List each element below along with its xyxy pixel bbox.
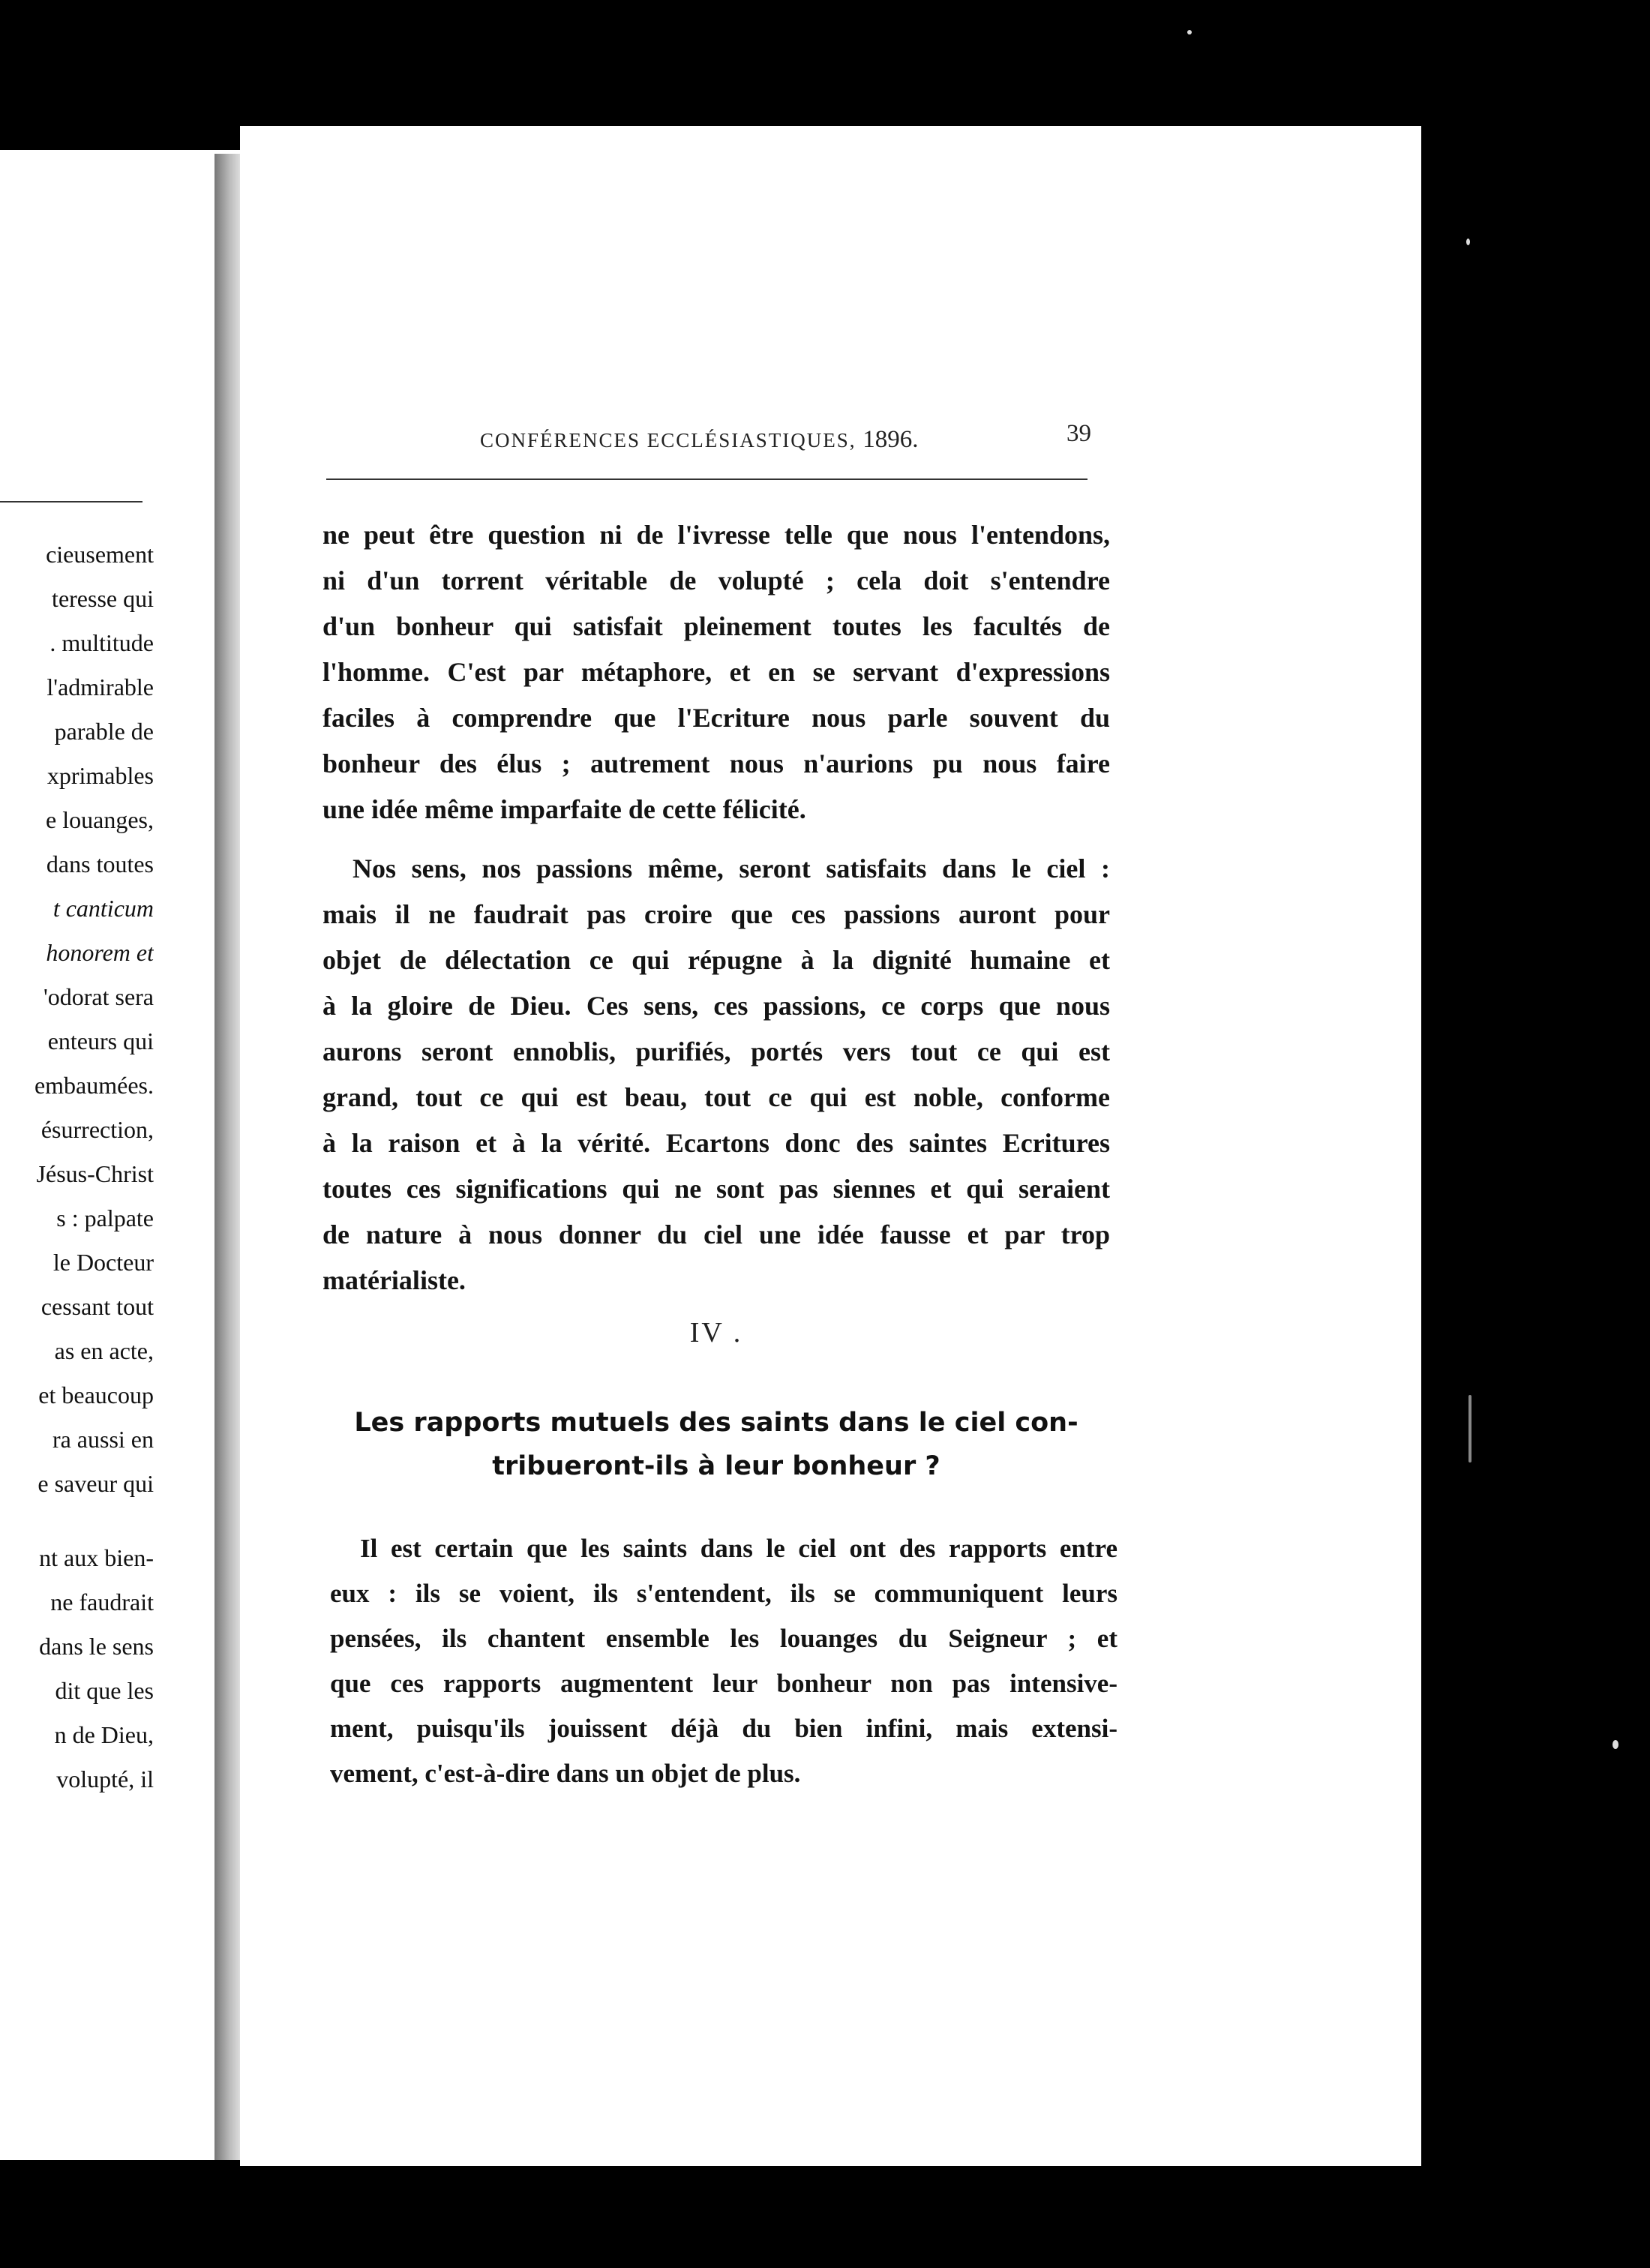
- left-line: e saveur qui: [38, 1470, 154, 1497]
- left-line: l'admirable: [46, 674, 154, 700]
- paragraph-2: [322, 846, 1110, 1304]
- left-line: volupté, il: [56, 1766, 154, 1792]
- left-line: honorem et: [46, 939, 154, 966]
- section-number: IV .: [689, 1317, 743, 1348]
- left-line: n de Dieu,: [54, 1721, 154, 1748]
- left-line: dans le sens: [39, 1633, 154, 1660]
- left-line: ra aussi en: [52, 1426, 154, 1453]
- left-line: . multitude: [50, 629, 154, 656]
- text-line: d'un bonheur qui satisfait pleinement toutes les facultés de: [322, 611, 1110, 641]
- running-title: [480, 426, 919, 454]
- left-line: as en acte,: [54, 1337, 154, 1364]
- dust-speck: [1466, 238, 1470, 245]
- text-line: mais il ne faudrait pas croire que ces passions auront pour: [322, 899, 1110, 929]
- text-line: aurons seront ennoblis, purifiés, portés vers tout ce qui est: [322, 1036, 1110, 1066]
- text-line: une idée même imparfaite de cette félicité.: [322, 794, 806, 824]
- left-line: teresse qui: [52, 585, 154, 612]
- dust-speck: [1187, 30, 1192, 34]
- section-heading: [322, 1401, 1110, 1488]
- text-line: grand, tout ce qui est beau, tout ce qui est noble, conforme: [322, 1082, 1110, 1112]
- paragraph-1: [322, 512, 1110, 832]
- left-line: nt aux bien-: [39, 1544, 154, 1571]
- left-line: parable de: [54, 718, 154, 745]
- left-line: enteurs qui: [47, 1028, 154, 1054]
- left-line: ne faudrait: [50, 1588, 154, 1616]
- left-line: t canticum: [52, 895, 154, 922]
- left-line: et beaucoup: [38, 1382, 154, 1408]
- left-line: le Docteur: [52, 1249, 154, 1276]
- text-line: à la gloire de Dieu. Ces sens, ces passions, ce corps que nous: [322, 991, 1110, 1021]
- body-text: [322, 512, 1110, 1304]
- text-line: à la raison et à la vérité. Ecartons donc des saintes Ecritures: [322, 1128, 1110, 1158]
- text-line: eux : ils se voient, ils s'entendent, ils se communiquent leurs: [330, 1579, 1118, 1608]
- dust-speck: [1612, 1740, 1618, 1749]
- left-line: cieusement: [46, 541, 154, 568]
- left-line: xprimables: [46, 762, 154, 789]
- page-number: 39: [1066, 420, 1091, 447]
- heading-line: Les rapports mutuels des saints dans le ciel con-: [354, 1408, 1078, 1438]
- previous-page-rule: [0, 501, 142, 502]
- left-line: dans toutes: [46, 850, 154, 878]
- left-line-gap: [0, 1506, 154, 1536]
- text-line: ne peut être question ni de l'ivresse telle que nous l'entendons,: [322, 520, 1110, 550]
- text-line: l'homme. C'est par métaphore, et en se servant d'expressions: [322, 657, 1110, 687]
- text-line: Nos sens, nos passions même, seront satisfaits dans le ciel :: [352, 854, 1110, 884]
- running-year: 1896.: [862, 426, 919, 453]
- left-line: Jésus-Christ: [36, 1160, 154, 1187]
- text-line: Il est certain que les saints dans le ciel ont des rapports entre: [360, 1534, 1118, 1563]
- book-gutter: [214, 154, 240, 2160]
- previous-page-text: [0, 532, 154, 1802]
- left-line: ésurrection,: [40, 1116, 154, 1143]
- text-line: objet de délectation ce qui répugne à la dignité humaine et: [322, 945, 1110, 975]
- text-line: vement, c'est-à-dire dans un objet de plus.: [330, 1759, 801, 1788]
- text-line: que ces rapports augmentent leur bonheur non pas intensive-: [330, 1669, 1118, 1698]
- text-line: de nature à nous donner du ciel une idée fausse et par trop: [322, 1220, 1110, 1250]
- heading-line: tribueront-ils à leur bonheur ?: [492, 1451, 940, 1481]
- text-line: bonheur des élus ; autrement nous n'aurions pu nous faire: [322, 748, 1110, 778]
- left-line: dit que les: [55, 1677, 154, 1704]
- text-line: toutes ces significations qui ne sont pas siennes et qui seraient: [322, 1174, 1110, 1204]
- text-line: matérialiste.: [322, 1265, 466, 1295]
- left-line: embaumées.: [34, 1072, 154, 1099]
- running-title-text: CONFÉRENCES ECCLÉSIASTIQUES,: [480, 429, 856, 452]
- text-line: ni d'un torrent véritable de volupté ; cela doit s'entendre: [322, 566, 1110, 596]
- text-line: pensées, ils chantent ensemble les louanges du Seigneur ; et: [330, 1624, 1118, 1653]
- paragraph-3: [330, 1526, 1118, 1796]
- left-line: s : palpate: [56, 1204, 154, 1232]
- header-rule: [326, 478, 1088, 480]
- text-line: faciles à comprendre que l'Ecriture nous parle souvent du: [322, 703, 1110, 733]
- dust-speck: [1468, 1395, 1472, 1462]
- left-line: cessant tout: [40, 1293, 154, 1320]
- running-header: [480, 420, 1091, 464]
- left-line: e louanges,: [46, 806, 154, 833]
- text-line: ment, puisqu'ils jouissent déjà du bien infini, mais extensi-: [330, 1714, 1118, 1743]
- left-line: 'odorat sera: [43, 983, 154, 1010]
